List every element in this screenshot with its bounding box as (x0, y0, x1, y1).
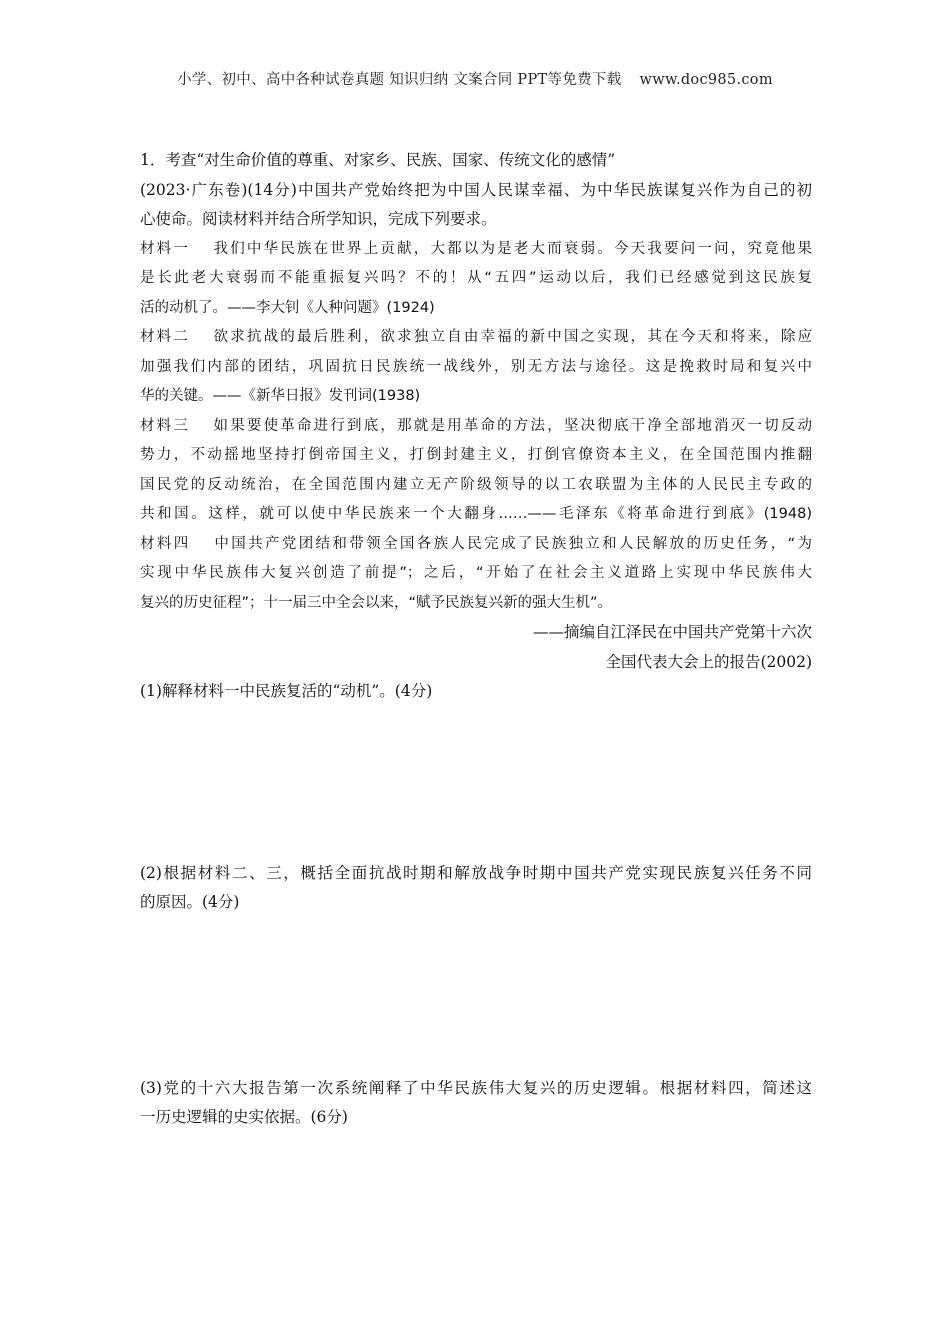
intro-line-2: 心使命。阅读材料并结合所学知识，完成下列要求。 (140, 210, 497, 228)
material3-line-1: 材料三 如果要使革命进行到底，那就是用革命的方法，坚决彻底干净全部地消灭一切反动 (140, 417, 813, 434)
material3-line-2: 势力，不动摇地坚持打倒帝国主义，打倒封建主义，打倒官僚资本主义，在全国范围内推翻 (140, 447, 812, 463)
material2-line-3: 华的关键。——《新华日报》发刊词(1938) (140, 388, 421, 404)
question-2-line-2: 的原因。(4分) (140, 893, 240, 911)
material4-source-1: ——摘编自江泽民在中国共产党第十六次 (532, 623, 812, 641)
material1-line-1: 材料一 我们中华民族在世界上贡献，大都以为是老大而衰弱。今天我要问一问，究竟他果 (140, 240, 813, 257)
material2-line-2: 加强我们内部的团结，巩固抗日民族统一战线外，别无方法与途径。这是挽救时局和复兴中 (140, 358, 812, 375)
material4-label: 材料四 (140, 535, 191, 552)
material1-line-2: 是长此老大衰弱而不能重振复兴吗？不的！从“五四”运动以后，我们已经感觉到这民族复 (140, 270, 812, 286)
material2-line-1: 材料二 欲求抗战的最后胜利，欲求独立自由幸福的新中国之实现，其在今天和将来，除应 (140, 329, 813, 345)
answer-space-1[interactable] (140, 707, 812, 859)
question-3-line-1: (3)党的十六大报告第一次系统阐释了中华民族伟大复兴的历史逻辑。根据材料四，简述这 (140, 1078, 812, 1097)
page-header (0, 68, 950, 89)
header-url[interactable]: www.doc985.com (639, 72, 773, 88)
material4-line-2: 实现中华民族伟大复兴创造了前提”；之后，“开始了在社会主义道路上实现中华民族伟大 (140, 565, 812, 581)
header-text: 小学、初中、高中各种试卷真题 知识归纳 文案合同 PPT等免费下载 (177, 72, 622, 88)
material2-label: 材料二 (140, 329, 191, 345)
material1-label: 材料一 (140, 240, 191, 257)
material3-line-4: 共和国。这样，就可以使中华民族来一个大翻身……——毛泽东《将革命进行到底》(1948) (140, 506, 812, 522)
material4-line-1: 材料四 中国共产党团结和带领全国各族人民完成了民族独立和人民解放的历史任务，“为 (140, 535, 812, 552)
material3-line-3: 国民党的反动统治，在全国范围内建立无产阶级领导的以工农联盟为主体的人民民主专政的 (140, 476, 812, 493)
material4-source-2: 全国代表大会上的报告(2002) (605, 652, 812, 671)
material3-label: 材料三 (140, 417, 191, 434)
question-2-line-1: (2)根据材料二、三，概括全面抗战时期和解放战争时期中国共产党实现民族复兴任务不同 (140, 863, 812, 882)
question-3-line-2: 一历史逻辑的史实依据。(6分) (140, 1108, 348, 1126)
material1-line-3: 活的动机了。——李大钊《人种问题》(1924) (140, 299, 435, 316)
answer-space-2[interactable] (140, 918, 812, 1074)
question-1: (1)解释材料一中民族复活的“动机”。(4分) (140, 682, 433, 700)
exam-content (140, 146, 812, 1133)
section-title: 1．考查“对生命价值的尊重、对家乡、民族、国家、传统文化的感情” (140, 151, 616, 169)
intro-line-1: (2023·广东卷)(14分)中国共产党始终把为中国人民谋幸福、为中华民族谋复兴作为自己的初 (140, 180, 812, 199)
material4-line-3: 复兴的历史征程”；十一届三中全会以来，“赋予民族复兴新的强大生机”。 (140, 594, 613, 611)
